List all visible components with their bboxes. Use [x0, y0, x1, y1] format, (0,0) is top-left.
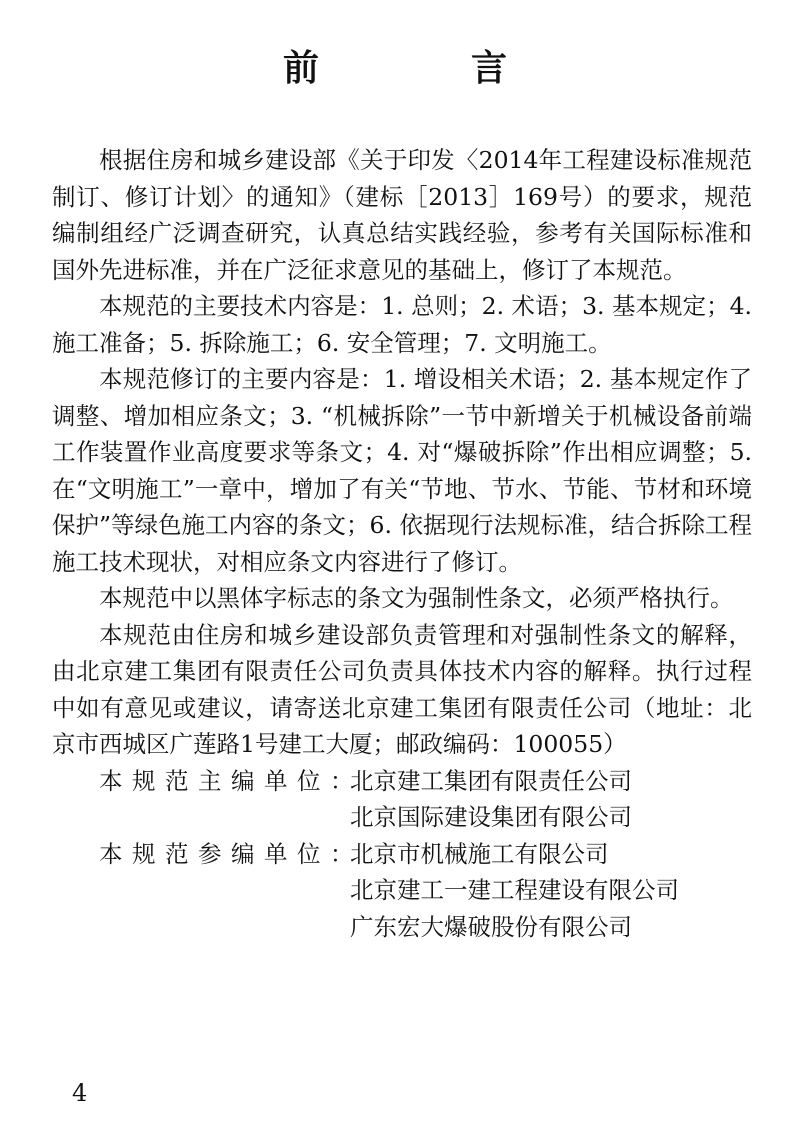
paragraph-mandatory-provisions: 本规范中以黑体字标志的条文为强制性条文，必须严格执行。: [99, 584, 734, 612]
page-number: 4: [72, 1079, 88, 1107]
drafting-units: [52, 763, 752, 946]
participating-unit-name: 北京市机械施工有限公司: [350, 839, 609, 868]
participating-unit-row: [52, 872, 752, 909]
chief-unit-label: 本规范主编单位：: [99, 766, 363, 795]
participating-unit-row: [52, 836, 752, 873]
page-title: 前 言: [282, 48, 565, 89]
paragraph-basis: 根据住房和城乡建设部《关于印发〈2014年工程建设标准规范制订、修订计划〉的通知》（建标［2013］169号）的要求，规范编制组经广泛调查研究，认真总结实践经验，参考有关国际标准和国外先进标准，并在广泛征求意见的基础上，修订了本规范。: [52, 146, 752, 284]
chief-unit-row: [52, 799, 752, 836]
paragraph-main-content: 本规范的主要技术内容是：1. 总则；2. 术语；3. 基本规定；4. 施工准备；5. 拆除施工；6. 安全管理；7. 文明施工。: [52, 292, 752, 357]
participating-unit-label: 本规范参编单位：: [99, 839, 363, 868]
participating-unit-row: [52, 909, 752, 946]
participating-unit-name: 广东宏大爆破股份有限公司: [350, 912, 632, 941]
chief-unit-name: 北京建工集团有限责任公司: [350, 766, 632, 795]
paragraph-management: 本规范由住房和城乡建设部负责管理和对强制性条文的解释，由北京建工集团有限责任公司负责具体技术内容的解释。执行过程中如有意见或建议，请寄送北京建工集团有限责任公司（地址：北京市西城区广莲路1号建工大厦；邮政编码：100055）: [52, 620, 752, 758]
preface-body: [52, 142, 752, 945]
chief-unit-name: 北京国际建设集团有限公司: [350, 803, 632, 831]
chief-unit-row: [52, 763, 752, 800]
paragraph-revision-content: 本规范修订的主要内容是：1. 增设相关术语；2. 基本规定作了调整、增加相应条文；3. “机械拆除”一节中新增关于机械设备前端工作装置作业高度要求等条文；4. 对“爆破拆除”作出相应调整；5. 在“文明施工”一章中，增加了有关“节地、节水、节能、节材和环境保护”等绿色施工内容的条文；6. 依据现行法规标准，结合拆除工程施工技术现状，对相应条文内容进行了修订。: [52, 365, 752, 576]
participating-unit-name: 北京建工一建工程建设有限公司: [350, 876, 679, 904]
